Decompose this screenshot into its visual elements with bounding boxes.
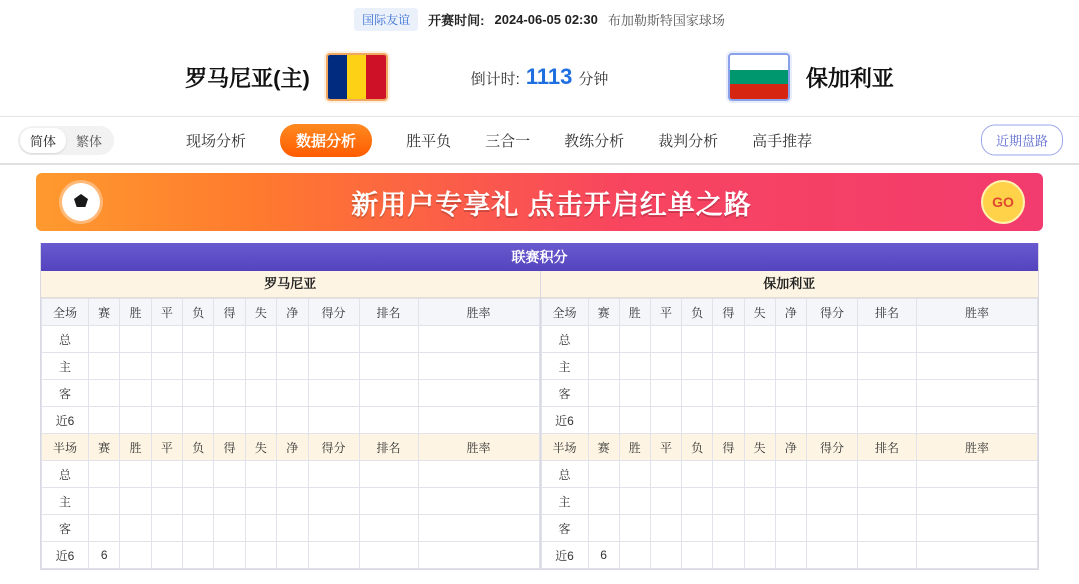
col-win-rate: 胜率 bbox=[418, 434, 539, 461]
cell bbox=[744, 515, 775, 542]
cell bbox=[151, 542, 182, 569]
cell bbox=[744, 542, 775, 569]
col-win: 胜 bbox=[120, 299, 151, 326]
col-goals-against: 失 bbox=[744, 299, 775, 326]
cell bbox=[682, 488, 713, 515]
tab-data-analysis[interactable]: 数据分析 bbox=[280, 124, 372, 157]
cell bbox=[214, 407, 245, 434]
away-standings-table bbox=[541, 298, 1039, 569]
tab-win-draw-lose[interactable]: 胜平负 bbox=[406, 132, 452, 150]
home-team-block[interactable] bbox=[185, 53, 388, 101]
table-row bbox=[541, 488, 1038, 515]
col-win: 胜 bbox=[120, 434, 151, 461]
promo-go-button[interactable]: GO bbox=[981, 180, 1025, 224]
row-label-total: 总 bbox=[42, 461, 89, 488]
cell bbox=[359, 407, 418, 434]
cell bbox=[650, 380, 681, 407]
cell bbox=[807, 515, 858, 542]
cell bbox=[277, 515, 308, 542]
col-rank: 排名 bbox=[359, 434, 418, 461]
main-navbar bbox=[0, 116, 1079, 165]
cell bbox=[713, 326, 744, 353]
away-team-name: 保加利亚 bbox=[805, 65, 894, 91]
table-header-row bbox=[42, 299, 540, 326]
home-team-name: 罗马尼亚(主) bbox=[185, 65, 310, 91]
cell bbox=[308, 353, 359, 380]
col-draw: 平 bbox=[650, 299, 681, 326]
cell bbox=[120, 515, 151, 542]
cell bbox=[713, 407, 744, 434]
cell bbox=[245, 407, 276, 434]
col-goal-diff: 净 bbox=[775, 434, 806, 461]
countdown-value: 1113 bbox=[525, 64, 573, 89]
cell bbox=[89, 407, 120, 434]
cell bbox=[245, 542, 276, 569]
col-goals-against: 失 bbox=[245, 299, 276, 326]
cell bbox=[89, 326, 120, 353]
cell bbox=[682, 326, 713, 353]
cell bbox=[917, 515, 1038, 542]
cell bbox=[588, 407, 619, 434]
language-toggle[interactable] bbox=[18, 126, 114, 155]
col-goal-diff: 净 bbox=[277, 299, 308, 326]
col-draw: 平 bbox=[650, 434, 681, 461]
cell bbox=[858, 353, 917, 380]
cell bbox=[917, 353, 1038, 380]
cell bbox=[858, 488, 917, 515]
cell bbox=[807, 326, 858, 353]
cell bbox=[650, 353, 681, 380]
cell bbox=[308, 326, 359, 353]
cell bbox=[89, 515, 120, 542]
cell bbox=[858, 407, 917, 434]
col-lose: 负 bbox=[183, 434, 214, 461]
cell bbox=[917, 542, 1038, 569]
bulgaria-flag-icon bbox=[728, 53, 790, 101]
away-standings bbox=[540, 271, 1039, 569]
lang-traditional[interactable]: 繁体 bbox=[76, 133, 103, 149]
cell bbox=[744, 326, 775, 353]
cell bbox=[917, 488, 1038, 515]
cell bbox=[183, 461, 214, 488]
tab-referee-analysis[interactable]: 裁判分析 bbox=[658, 132, 719, 150]
col-lose: 负 bbox=[682, 299, 713, 326]
cell bbox=[151, 407, 182, 434]
col-rank: 排名 bbox=[359, 299, 418, 326]
recent-odds-button[interactable]: 近期盘路 bbox=[981, 125, 1063, 156]
tab-expert-picks[interactable]: 高手推荐 bbox=[752, 132, 813, 150]
cell bbox=[775, 407, 806, 434]
cell bbox=[277, 380, 308, 407]
kickoff-time: 2024-06-05 02:30 bbox=[494, 11, 598, 27]
cell bbox=[775, 326, 806, 353]
row-label-last6: 近6 bbox=[541, 542, 588, 569]
cell bbox=[775, 461, 806, 488]
cell bbox=[858, 515, 917, 542]
countdown-unit: 分钟 bbox=[578, 71, 609, 88]
row-label-total: 总 bbox=[541, 326, 588, 353]
cell bbox=[650, 488, 681, 515]
cell bbox=[588, 488, 619, 515]
cell bbox=[89, 353, 120, 380]
cell bbox=[277, 353, 308, 380]
cell bbox=[245, 353, 276, 380]
col-scope-full: 全场 bbox=[42, 299, 89, 326]
cell bbox=[917, 326, 1038, 353]
cell bbox=[277, 407, 308, 434]
cell bbox=[308, 407, 359, 434]
cell bbox=[619, 407, 650, 434]
cell bbox=[807, 461, 858, 488]
cell bbox=[151, 488, 182, 515]
row-label-away: 客 bbox=[541, 380, 588, 407]
cell bbox=[183, 326, 214, 353]
cell bbox=[775, 515, 806, 542]
cell bbox=[619, 380, 650, 407]
standings-title: 联赛积分 bbox=[41, 243, 1038, 271]
cell bbox=[682, 353, 713, 380]
cell bbox=[277, 542, 308, 569]
cell bbox=[650, 407, 681, 434]
col-goal-diff: 净 bbox=[277, 434, 308, 461]
table-row bbox=[42, 515, 540, 542]
row-label-away: 客 bbox=[541, 515, 588, 542]
row-label-last6: 近6 bbox=[42, 407, 89, 434]
col-goals-for: 得 bbox=[214, 434, 245, 461]
cell bbox=[418, 380, 539, 407]
table-row bbox=[42, 353, 540, 380]
cell bbox=[858, 542, 917, 569]
cell bbox=[807, 353, 858, 380]
table-row bbox=[541, 380, 1038, 407]
col-scope-half: 半场 bbox=[541, 434, 588, 461]
countdown bbox=[471, 64, 609, 90]
cell bbox=[359, 542, 418, 569]
cell bbox=[744, 353, 775, 380]
cell bbox=[214, 326, 245, 353]
cell bbox=[588, 461, 619, 488]
cell bbox=[120, 326, 151, 353]
kickoff-label: 开赛时间: bbox=[428, 12, 485, 28]
cell bbox=[277, 461, 308, 488]
cell bbox=[650, 542, 681, 569]
col-win-rate: 胜率 bbox=[418, 299, 539, 326]
cell: 6 bbox=[588, 542, 619, 569]
col-points: 得分 bbox=[308, 299, 359, 326]
table-row bbox=[541, 353, 1038, 380]
cell bbox=[682, 380, 713, 407]
row-label-home: 主 bbox=[42, 353, 89, 380]
cell bbox=[807, 407, 858, 434]
cell bbox=[775, 380, 806, 407]
cell bbox=[619, 461, 650, 488]
cell bbox=[418, 515, 539, 542]
cell bbox=[917, 380, 1038, 407]
cell bbox=[713, 461, 744, 488]
cell bbox=[650, 461, 681, 488]
col-rank: 排名 bbox=[858, 434, 917, 461]
col-goals-for: 得 bbox=[713, 434, 744, 461]
col-points: 得分 bbox=[807, 434, 858, 461]
col-played: 赛 bbox=[89, 434, 120, 461]
cell bbox=[917, 461, 1038, 488]
cell: 6 bbox=[89, 542, 120, 569]
cell bbox=[89, 380, 120, 407]
cell bbox=[183, 488, 214, 515]
cell bbox=[682, 542, 713, 569]
cell bbox=[713, 488, 744, 515]
cell bbox=[418, 353, 539, 380]
match-info-bar bbox=[0, 0, 1079, 38]
cell bbox=[619, 542, 650, 569]
col-goals-for: 得 bbox=[214, 299, 245, 326]
col-win: 胜 bbox=[619, 299, 650, 326]
cell bbox=[807, 542, 858, 569]
home-standings bbox=[41, 271, 540, 569]
table-row bbox=[42, 326, 540, 353]
tab-coach-analysis[interactable]: 教练分析 bbox=[564, 132, 625, 150]
cell bbox=[359, 326, 418, 353]
cell bbox=[619, 515, 650, 542]
cell bbox=[277, 488, 308, 515]
cell bbox=[917, 407, 1038, 434]
row-label-last6: 近6 bbox=[42, 542, 89, 569]
promo-banner[interactable] bbox=[36, 173, 1043, 231]
table-row bbox=[42, 461, 540, 488]
cell bbox=[308, 380, 359, 407]
teams-header bbox=[0, 38, 1079, 116]
cell bbox=[744, 380, 775, 407]
cell bbox=[588, 380, 619, 407]
cell bbox=[214, 488, 245, 515]
cell bbox=[183, 542, 214, 569]
table-row bbox=[541, 461, 1038, 488]
cell bbox=[682, 515, 713, 542]
cell bbox=[588, 326, 619, 353]
cell bbox=[183, 380, 214, 407]
cell bbox=[183, 515, 214, 542]
cell bbox=[775, 353, 806, 380]
cell bbox=[775, 542, 806, 569]
col-scope-full: 全场 bbox=[541, 299, 588, 326]
table-row bbox=[541, 407, 1038, 434]
cell bbox=[650, 515, 681, 542]
cell bbox=[120, 488, 151, 515]
table-row bbox=[42, 488, 540, 515]
cell bbox=[120, 461, 151, 488]
col-points: 得分 bbox=[807, 299, 858, 326]
cell bbox=[418, 488, 539, 515]
cell bbox=[308, 542, 359, 569]
row-label-total: 总 bbox=[42, 326, 89, 353]
row-label-away: 客 bbox=[42, 380, 89, 407]
tab-live-analysis[interactable]: 现场分析 bbox=[186, 132, 247, 150]
col-goals-for: 得 bbox=[713, 299, 744, 326]
cell bbox=[359, 380, 418, 407]
cell bbox=[120, 542, 151, 569]
cell bbox=[619, 488, 650, 515]
cell bbox=[744, 461, 775, 488]
cell bbox=[245, 326, 276, 353]
col-goals-against: 失 bbox=[245, 434, 276, 461]
cell bbox=[183, 353, 214, 380]
cell bbox=[588, 515, 619, 542]
col-lose: 负 bbox=[682, 434, 713, 461]
cell bbox=[418, 461, 539, 488]
cell bbox=[214, 515, 245, 542]
cell bbox=[277, 326, 308, 353]
cell bbox=[359, 488, 418, 515]
table-row bbox=[42, 407, 540, 434]
cell bbox=[151, 461, 182, 488]
row-label-home: 主 bbox=[42, 488, 89, 515]
cell bbox=[682, 461, 713, 488]
col-win-rate: 胜率 bbox=[917, 299, 1038, 326]
table-header-row bbox=[541, 299, 1038, 326]
cell bbox=[744, 488, 775, 515]
cell bbox=[359, 353, 418, 380]
table-row bbox=[42, 542, 540, 569]
table-row bbox=[541, 326, 1038, 353]
cell bbox=[858, 461, 917, 488]
league-tag[interactable]: 国际友谊 bbox=[354, 8, 418, 31]
promo-banner-text: 新用户专享礼 点击开启红单之路 bbox=[351, 189, 752, 220]
cell bbox=[214, 542, 245, 569]
table-row bbox=[541, 515, 1038, 542]
cell bbox=[120, 380, 151, 407]
col-played: 赛 bbox=[588, 434, 619, 461]
col-goal-diff: 净 bbox=[775, 299, 806, 326]
col-points: 得分 bbox=[308, 434, 359, 461]
col-win: 胜 bbox=[619, 434, 650, 461]
cell bbox=[151, 353, 182, 380]
cell bbox=[682, 407, 713, 434]
table-row bbox=[541, 542, 1038, 569]
cell bbox=[713, 353, 744, 380]
cell bbox=[359, 515, 418, 542]
cell bbox=[744, 407, 775, 434]
cell bbox=[245, 380, 276, 407]
cell bbox=[650, 326, 681, 353]
table-header-row-half bbox=[42, 434, 540, 461]
col-goals-against: 失 bbox=[744, 434, 775, 461]
col-lose: 负 bbox=[183, 299, 214, 326]
cell bbox=[807, 488, 858, 515]
cell bbox=[183, 407, 214, 434]
col-played: 赛 bbox=[89, 299, 120, 326]
cell bbox=[120, 407, 151, 434]
cell bbox=[214, 461, 245, 488]
cell bbox=[619, 353, 650, 380]
venue-name: 布加勒斯特国家球场 bbox=[607, 12, 725, 28]
away-standings-team: 保加利亚 bbox=[541, 271, 1039, 298]
row-label-home: 主 bbox=[541, 488, 588, 515]
row-label-away: 客 bbox=[42, 515, 89, 542]
col-played: 赛 bbox=[588, 299, 619, 326]
col-rank: 排名 bbox=[858, 299, 917, 326]
cell bbox=[418, 326, 539, 353]
col-draw: 平 bbox=[151, 434, 182, 461]
cell bbox=[713, 380, 744, 407]
cell bbox=[214, 353, 245, 380]
countdown-label: 倒计时: bbox=[470, 71, 520, 88]
col-scope-half: 半场 bbox=[42, 434, 89, 461]
cell bbox=[89, 488, 120, 515]
tab-three-in-one[interactable]: 三合一 bbox=[485, 132, 531, 150]
row-label-home: 主 bbox=[541, 353, 588, 380]
cell bbox=[245, 488, 276, 515]
home-standings-table bbox=[41, 298, 540, 569]
cell bbox=[418, 542, 539, 569]
cell bbox=[120, 353, 151, 380]
cell bbox=[418, 407, 539, 434]
cell bbox=[89, 461, 120, 488]
cell bbox=[858, 326, 917, 353]
table-row bbox=[42, 380, 540, 407]
cell bbox=[245, 515, 276, 542]
cell bbox=[151, 380, 182, 407]
cell bbox=[308, 461, 359, 488]
cell bbox=[619, 326, 650, 353]
cell bbox=[359, 461, 418, 488]
col-win-rate: 胜率 bbox=[917, 434, 1038, 461]
romania-flag-icon bbox=[326, 53, 388, 101]
league-standings-panel bbox=[40, 243, 1039, 570]
home-standings-team: 罗马尼亚 bbox=[41, 271, 540, 298]
soccer-ball-icon bbox=[62, 183, 100, 221]
row-label-last6: 近6 bbox=[541, 407, 588, 434]
cell bbox=[151, 326, 182, 353]
cell bbox=[713, 515, 744, 542]
row-label-total: 总 bbox=[541, 461, 588, 488]
col-draw: 平 bbox=[151, 299, 182, 326]
cell bbox=[308, 488, 359, 515]
cell bbox=[214, 380, 245, 407]
away-team-block[interactable] bbox=[728, 53, 894, 101]
cell bbox=[588, 353, 619, 380]
table-header-row-half bbox=[541, 434, 1038, 461]
nav-items bbox=[186, 124, 812, 157]
cell bbox=[858, 380, 917, 407]
cell bbox=[807, 380, 858, 407]
cell bbox=[151, 515, 182, 542]
lang-simplified[interactable]: 简体 bbox=[20, 128, 66, 153]
cell bbox=[713, 542, 744, 569]
cell bbox=[308, 515, 359, 542]
cell bbox=[245, 461, 276, 488]
cell bbox=[775, 488, 806, 515]
